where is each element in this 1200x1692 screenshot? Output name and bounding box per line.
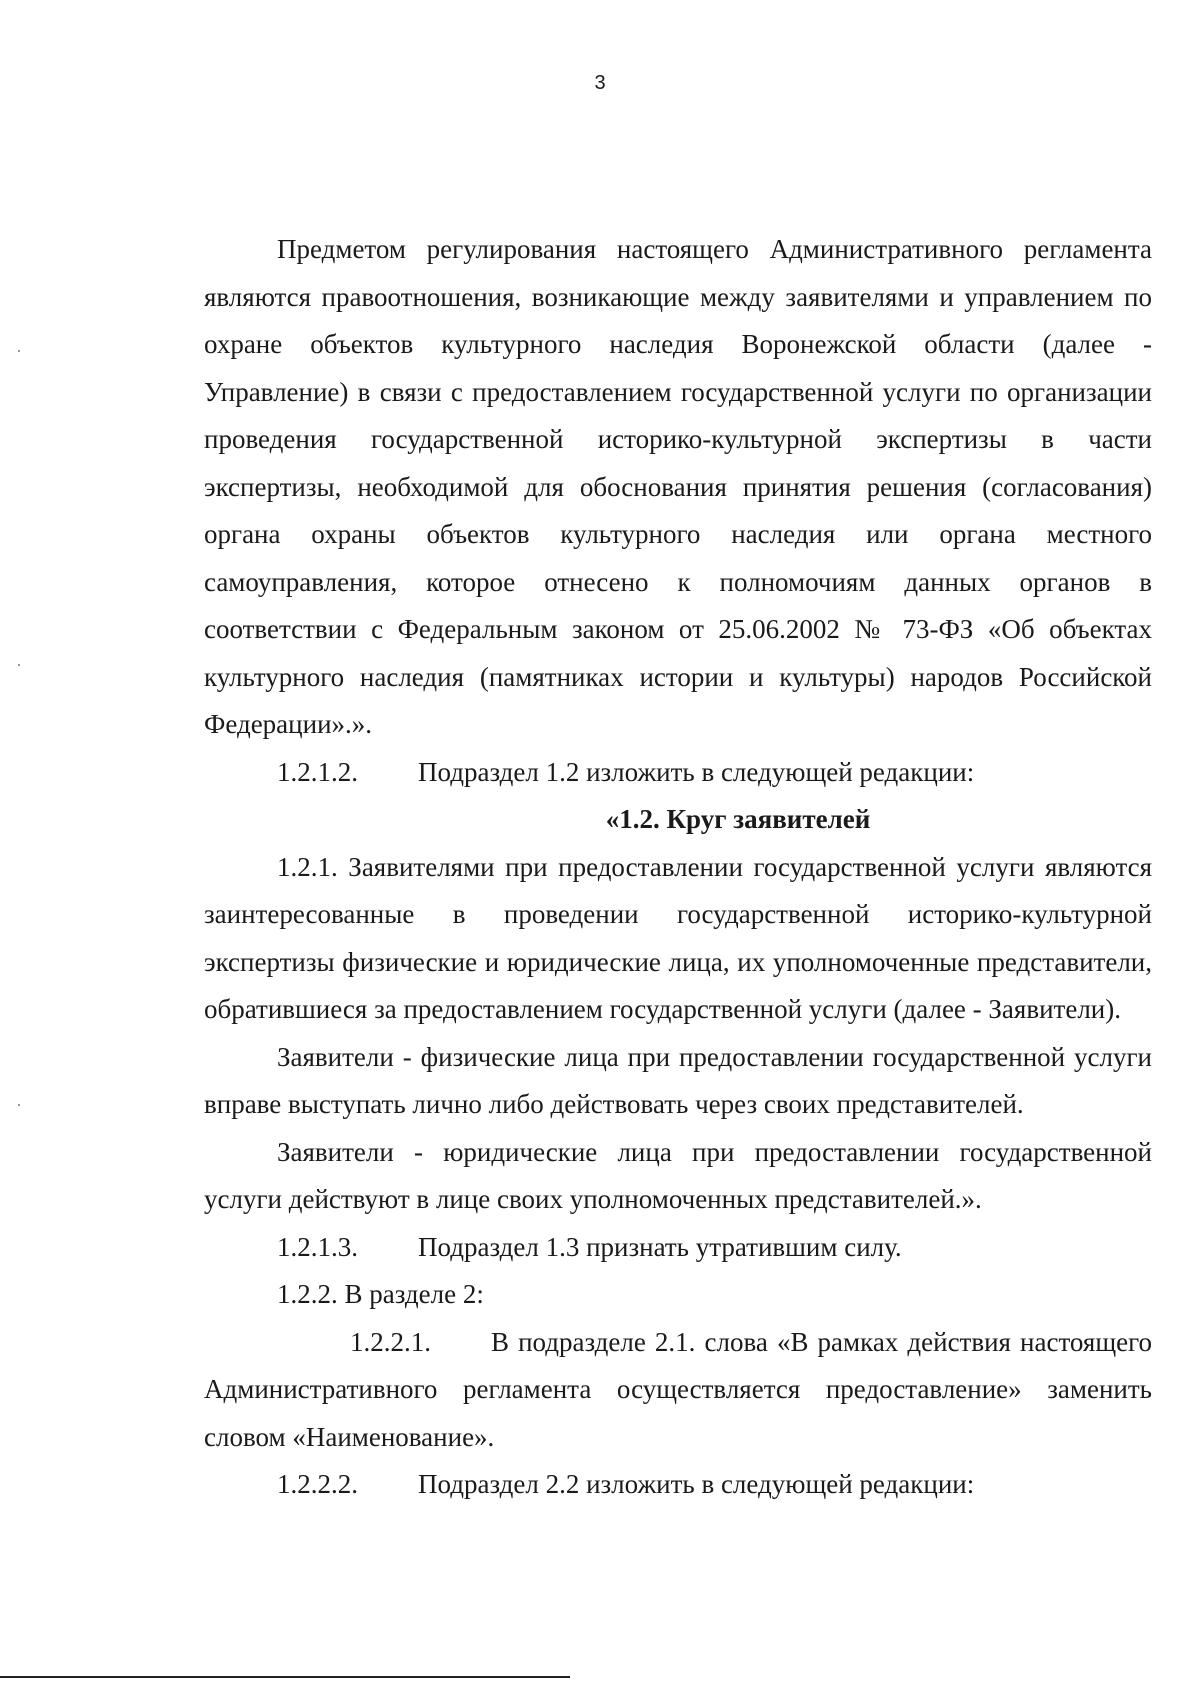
document-body [204, 226, 1152, 1509]
footnote-separator-line [0, 1676, 570, 1678]
page-number: 3 [594, 72, 606, 94]
paragraph-1-2-1: 1.2.1. Заявителями при предоставлении государственной услуги являются заинтересованные в проведении государственной историко-культурной экспертизы физические и юридические лица, их уполномоченные представители, обратившиеся за предоставлением государственной услуги (далее - Заявители). [204, 851, 1152, 1024]
paragraph-1-2-2: 1.2.2. В разделе 2: [277, 1279, 484, 1309]
scan-speck [18, 350, 20, 352]
item-text: Подраздел 2.2 изложить в следующей редакции: [418, 1469, 975, 1499]
item-text: В подразделе 2.1. слова «В рамках действия настоящего Административного регламента осуществляется предоставление» заменить словом «Наименование». [204, 1326, 1152, 1452]
paragraph-applicants-individuals: Заявители - физические лица при предоставлении государственной услуги вправе выступать лично либо действовать через своих представителей. [204, 1041, 1152, 1119]
scan-speck [18, 664, 20, 666]
item-1-2-2-1 [204, 1319, 1152, 1462]
paragraph-applicants-legal: Заявители - юридические лица при предоставлении государственной услуги действуют в лице своих уполномоченных представителей.». [204, 1136, 1152, 1214]
item-number: 1.2.2.2. [277, 1469, 358, 1499]
item-1-2-2-2 [204, 1461, 1152, 1509]
item-1-2-1-3 [204, 1224, 1152, 1272]
item-number: 1.2.1.3. [277, 1231, 358, 1262]
scan-speck [18, 1104, 20, 1106]
item-number: 1.2.1.2. [277, 756, 358, 787]
item-1-2-1-2 [204, 749, 1152, 797]
paragraph-subject-of-regulation: Предметом регулирования настоящего Административного регламента являются правоотношения, возникающие между заявителями и управлением по охране объектов культурного наследия Воронежской области (далее - Управление) в связи с предоставлением государственной услуги по организации проведения государственной историко-культурной экспертизы в части экспертизы, необходимой для обоснования принятия решения (согласования) органа охраны объектов культурного наследия или органа местного самоуправления, которое отнесено к полномочиям данных органов в соответствии с Федеральным законом от 25.06.2002 № 73-ФЗ «Об объектах культурного наследия (памятниках истории и культуры) народов Российской Федерации».». [204, 234, 1152, 739]
section-heading-applicants: «1.2. Круг заявителей [605, 804, 871, 834]
item-text: Подраздел 1.3 признать утратившим силу. [418, 1231, 902, 1262]
item-text: Подраздел 1.2 изложить в следующей редакции: [418, 756, 975, 787]
item-number: 1.2.2.1. [350, 1326, 431, 1357]
